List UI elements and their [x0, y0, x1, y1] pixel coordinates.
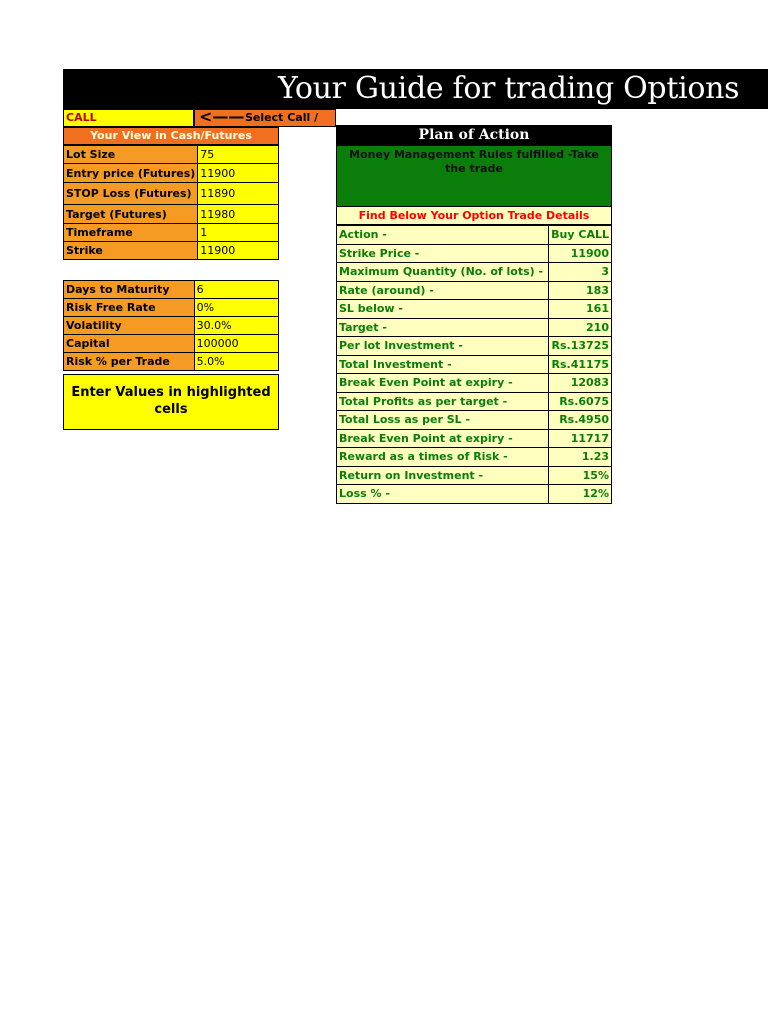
table-row: [337, 355, 612, 374]
money-management-message: Money Management Rules fulfilled -Take the trade: [336, 145, 612, 207]
detail-label: Strike Price -: [337, 244, 549, 263]
parameter-table: [63, 280, 279, 371]
detail-value: Rs.6075: [549, 392, 612, 411]
detail-label: Action -: [337, 226, 549, 245]
table-row: [337, 466, 612, 485]
table-row: [64, 281, 279, 299]
strike-label: Strike: [64, 242, 198, 260]
timeframe-label: Timeframe: [64, 224, 198, 242]
detail-value: Buy CALL: [549, 226, 612, 245]
risk-per-trade-label: Risk % per Trade: [64, 353, 195, 371]
table-row: [64, 183, 279, 205]
entry-price-label: Entry price (Futures): [64, 164, 198, 183]
view-header: Your View in Cash/Futures: [63, 127, 279, 145]
capital-label: Capital: [64, 335, 195, 353]
risk-free-rate-label: Risk Free Rate: [64, 299, 195, 317]
select-call-put-hint: [194, 109, 336, 127]
table-row: [64, 335, 279, 353]
detail-value: 3: [549, 263, 612, 282]
detail-value: 1.23: [549, 448, 612, 467]
table-row: [64, 224, 279, 242]
detail-value: 12083: [549, 374, 612, 393]
trade-details-table: [336, 225, 612, 504]
capital-input[interactable]: 100000: [194, 335, 278, 353]
page-title: Your Guide for trading Options: [278, 71, 740, 106]
lot-size-label: Lot Size: [64, 146, 198, 164]
detail-label: Return on Investment -: [337, 466, 549, 485]
table-row: [64, 205, 279, 224]
detail-value: 210: [549, 318, 612, 337]
left-arrow-icon: <——: [199, 107, 245, 126]
detail-value: Rs.13725: [549, 337, 612, 356]
plan-header: Plan of Action: [336, 125, 612, 145]
detail-value: 11900: [549, 244, 612, 263]
stop-loss-label: STOP Loss (Futures): [64, 183, 198, 205]
table-row: [337, 448, 612, 467]
detail-label: Per lot Investment -: [337, 337, 549, 356]
days-to-maturity-input[interactable]: 6: [194, 281, 278, 299]
stop-loss-input[interactable]: 11890: [198, 183, 279, 205]
detail-label: Total Profits as per target -: [337, 392, 549, 411]
option-type-cell[interactable]: CALL: [63, 109, 194, 127]
trade-details-header: Find Below Your Option Trade Details: [336, 206, 612, 225]
table-row: [337, 263, 612, 282]
detail-label: Reward as a times of Risk -: [337, 448, 549, 467]
table-row: [337, 429, 612, 448]
table-row: [337, 281, 612, 300]
risk-free-rate-input[interactable]: 0%: [194, 299, 278, 317]
table-row: [337, 300, 612, 319]
table-row: [64, 353, 279, 371]
detail-label: Rate (around) -: [337, 281, 549, 300]
table-row: [337, 374, 612, 393]
detail-label: Total Investment -: [337, 355, 549, 374]
table-row: [64, 242, 279, 260]
target-input[interactable]: 11980: [198, 205, 279, 224]
detail-value: Rs.4950: [549, 411, 612, 430]
table-row: [337, 226, 612, 245]
table-row: [337, 337, 612, 356]
table-row: [64, 299, 279, 317]
strike-input[interactable]: 11900: [198, 242, 279, 260]
volatility-label: Volatility: [64, 317, 195, 335]
detail-label: Maximum Quantity (No. of lots) -: [337, 263, 549, 282]
table-row: [64, 164, 279, 183]
table-row: [64, 317, 279, 335]
detail-label: Break Even Point at expiry -: [337, 429, 549, 448]
detail-label: SL below -: [337, 300, 549, 319]
table-row: [337, 392, 612, 411]
detail-label: Total Loss as per SL -: [337, 411, 549, 430]
view-inputs-table: [63, 145, 279, 260]
detail-value: Rs.41175: [549, 355, 612, 374]
detail-value: 11717: [549, 429, 612, 448]
target-label: Target (Futures): [64, 205, 198, 224]
table-row: [337, 244, 612, 263]
detail-label: Target -: [337, 318, 549, 337]
volatility-input[interactable]: 30.0%: [194, 317, 278, 335]
timeframe-input[interactable]: 1: [198, 224, 279, 242]
risk-per-trade-input[interactable]: 5.0%: [194, 353, 278, 371]
table-row: [64, 146, 279, 164]
select-hint-label: Select Call /: [245, 111, 319, 124]
title-banner: [63, 69, 768, 109]
detail-value: 161: [549, 300, 612, 319]
days-to-maturity-label: Days to Maturity: [64, 281, 195, 299]
lot-size-input[interactable]: 75: [198, 146, 279, 164]
table-row: [337, 485, 612, 504]
entry-price-input[interactable]: 11900: [198, 164, 279, 183]
detail-label: Loss % -: [337, 485, 549, 504]
detail-value: 183: [549, 281, 612, 300]
table-row: [337, 318, 612, 337]
detail-value: 12%: [549, 485, 612, 504]
detail-label: Break Even Point at expiry -: [337, 374, 549, 393]
instruction-note: Enter Values in highlighted cells: [63, 374, 279, 430]
detail-value: 15%: [549, 466, 612, 485]
table-row: [337, 411, 612, 430]
